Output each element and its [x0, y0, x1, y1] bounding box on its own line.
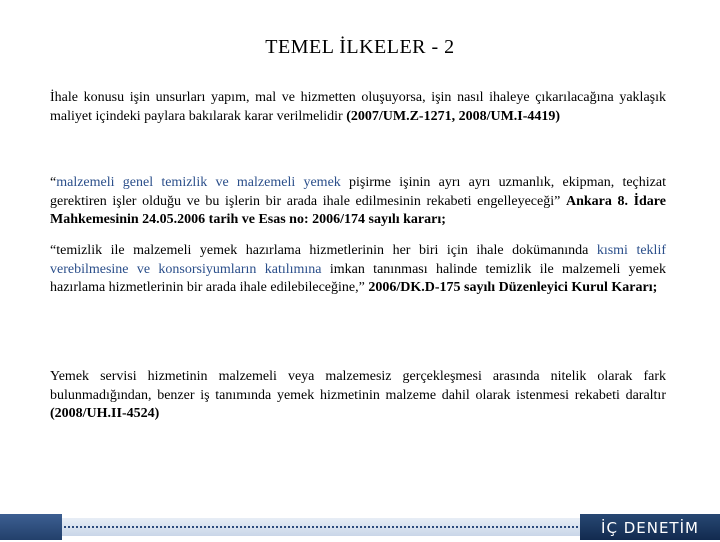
paragraph-1 — [50, 89, 666, 126]
paragraph-4-reference: (2008/UH.II-4524) — [50, 406, 160, 421]
footer-left-block — [0, 514, 62, 540]
page-title: TEMEL İLKELER - 2 — [265, 36, 455, 58]
paragraph-3-highlight: kısmi teklif verebilmesine ve konsorsiyumların katılımına — [50, 243, 666, 277]
footer-dotted-line — [64, 526, 578, 528]
paragraph-2-highlight: malzemeli genel temizlik ve malzemeli yemek — [56, 175, 341, 190]
paragraph-3 — [50, 242, 666, 298]
paragraph-2-reference: Ankara 8. İdare Mahkemesinin 24.05.2006 tarih ve Esas no: 2006/174 sayılı kararı; — [50, 193, 666, 227]
paragraph-3-reference: 2006/DK.D-175 sayılı Düzenleyici Kurul Kararı; — [368, 280, 658, 295]
footer-label: İÇ DENETİM — [580, 514, 720, 540]
paragraph-1-text: İhale konusu işin unsurları yapım, mal ve hizmetten oluşuyorsa, işin nasıl ihaleye çıkarılacağına yaklaşık maliyet içindeki paylara bakılarak karar verilmelidir — [50, 90, 666, 124]
footer-bar — [0, 514, 720, 540]
paragraph-3-text-end: imkan tanınması halinde temizlik ile malzemeli yemek hazırlama hizmetlerinin bir arada ihale edilebileceğine,” — [50, 261, 667, 295]
paragraph-4 — [50, 368, 666, 424]
paragraph-2 — [50, 174, 666, 230]
paragraph-2-text: pişirme işinin ayrı ayrı uzmanlık, ekipman, teçhizat gerektiren işler olduğu ve bu işlerin bir arada ihale edilmesinin rekabeti engelleyeceği” — [50, 175, 666, 209]
footer-dotted-band — [62, 518, 580, 536]
paragraph-1-reference: (2007/UM.Z-1271, 2008/UM.I-4419) — [346, 108, 561, 124]
paragraph-3-text-start: “temizlik ile malzemeli yemek hazırlama hizmetlerinin her biri için ihale dokümanında — [50, 243, 597, 258]
paragraph-2-open-quote: “ — [50, 175, 57, 190]
paragraph-4-text: Yemek servisi hizmetinin malzemeli veya malzemesiz gerçekleşmesi arasında nitelik olarak fark bulunmadığından, benzer iş tanımında yemek hizmetinin malzeme dahil olarak istenmesi rekabeti daraltır — [50, 369, 666, 403]
